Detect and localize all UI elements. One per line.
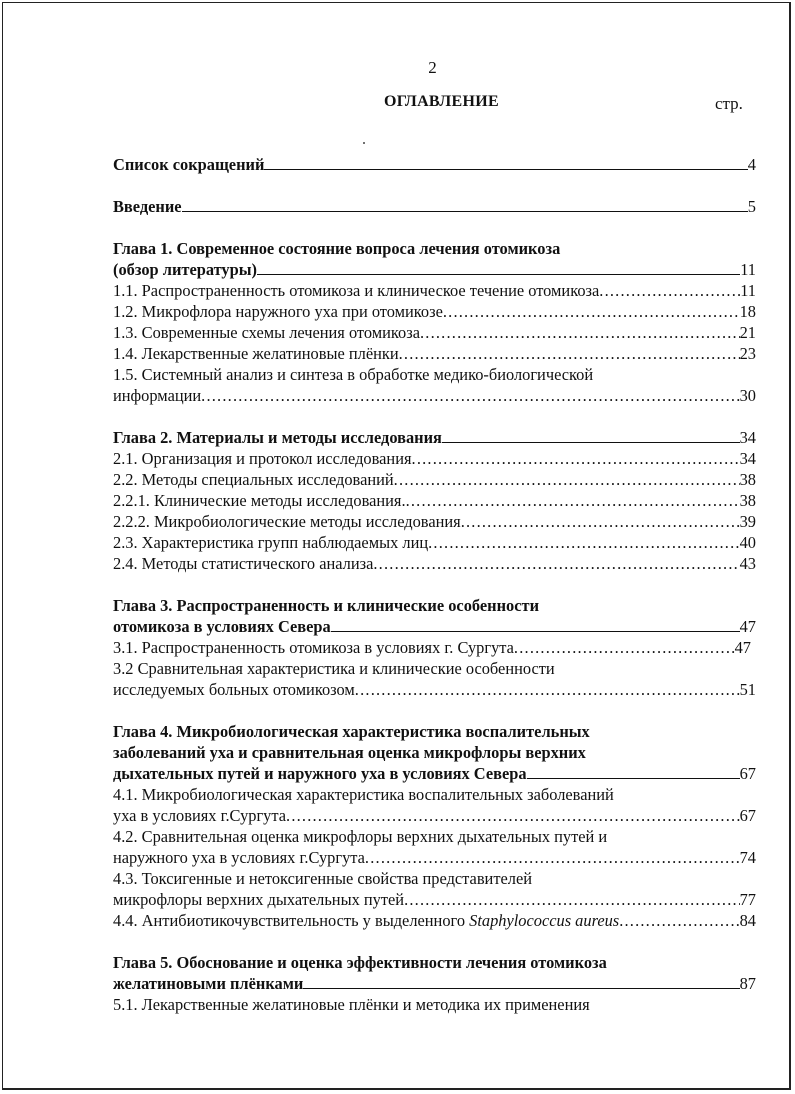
toc-entry-continued[interactable]: 3.2 Сравнительная характеристика и клинические особенности [113,659,555,678]
page-column-label: стр. [715,94,743,113]
toc-page-number: 34 [739,449,756,468]
leader-line [331,617,740,632]
leader-dots [286,805,740,826]
leader-dots [412,448,740,469]
toc-page-number: 11 [740,260,756,279]
page-title: ОГЛАВЛЕНИЕ [384,93,499,110]
leader-dots [355,679,740,700]
toc-entry-title: Введение [113,197,182,216]
toc-entry-title: 2.4. Методы статистического анализа [113,554,374,573]
leader-dots [373,553,739,574]
leader-dots [420,322,740,343]
toc-page-number: 38 [739,470,756,489]
toc-page-number: 87 [739,974,756,993]
leader-dots [399,343,740,364]
toc-page-number: 43 [739,554,756,573]
leader-dots [461,511,740,532]
toc-chapter-4-heading[interactable]: Глава 4. Микробиологическая характеристика воспалительных [113,722,590,741]
toc-entry-text: 4.4. Антибиотикочувствительность у выделенного [113,911,470,930]
leader-line [264,155,747,170]
leader-line [257,260,740,275]
toc-entry-title: 3.1. Распространенность отомикоза в условиях г. Сургута [113,638,514,657]
toc-chapter-5-heading[interactable]: Глава 5. Обоснование и оценка эффективности лечения отомикоза [113,953,607,972]
toc-entry-title: 1.4. Лекарственные желатиновые плёнки [113,344,399,363]
toc-entry-title [113,910,619,931]
toc-entry[interactable] [113,448,756,469]
leader-dots [201,385,739,406]
leader-line [182,197,748,212]
leader-dots [443,301,740,322]
toc-entry-title: 2.2.2. Микробиологические методы исследования [113,512,461,531]
leader-dots [404,889,740,910]
toc-entry-title: 2.3. Характеристика групп наблюдаемых лиц [113,533,429,552]
toc-page-number: 23 [739,344,756,363]
toc-entry-title: отомикоза в условиях Севера [113,617,331,636]
toc-page-number: 47 [734,638,751,657]
leader-line [527,764,740,779]
toc-entry-continued[interactable]: 4.3. Токсигенные и нетоксигенные свойства представителей [113,869,532,888]
toc-page-number: 51 [739,680,756,699]
toc-entry-title: 1.1. Распространенность отомикоза и клиническое течение отомикоза [113,281,600,300]
toc-page-number: 34 [739,428,756,447]
leader-line [303,974,739,989]
toc-entry[interactable] [113,280,756,301]
toc-entry[interactable] [113,469,756,490]
toc-chapter-5[interactable] [113,973,756,994]
toc-entry[interactable] [113,385,756,406]
toc-page-number: 11 [740,281,756,300]
toc-page-number: 67 [739,764,756,783]
toc-entry[interactable] [113,889,756,910]
scan-speck [363,142,365,144]
leader-dots [394,469,740,490]
toc-chapter-3[interactable] [113,616,756,637]
species-name: Staphylococcus aureus [469,911,620,930]
toc-entry-title: микрофлоры верхних дыхательных путей [113,890,405,909]
toc-page-number: 67 [739,806,756,825]
toc-entry-title: 1.3. Современные схемы лечения отомикоза [113,323,420,342]
toc-entry[interactable] [113,637,751,658]
toc-entry-continued[interactable]: 1.5. Системный анализ и синтеза в обработке медико-биологической [113,365,594,384]
toc-chapter-1-heading[interactable]: Глава 1. Современное состояние вопроса лечения отомикоза [113,239,561,258]
toc-chapter-1[interactable] [113,259,756,280]
toc-page-number: 18 [739,302,756,321]
toc-entry-continued[interactable]: 5.1. Лекарственные желатиновые плёнки и методика их применения [113,995,590,1014]
toc-entry-introduction[interactable] [113,196,756,217]
toc-entry[interactable] [113,490,756,511]
toc-chapter-3-heading[interactable]: Глава 3. Распространенность и клинические особенности [113,596,540,615]
leader-dots [406,490,740,511]
toc-entry[interactable] [113,679,756,700]
leader-dots [428,532,739,553]
leader-line [442,428,740,443]
toc-entry-title: уха в условиях г.Сургута [113,806,287,825]
toc-entry-continued[interactable]: 4.2. Сравнительная оценка микрофлоры верхних дыхательных путей и [113,827,608,846]
toc-entry-abbreviations[interactable] [113,154,756,175]
toc-entry-title: Список сокращений [113,155,265,174]
toc-page-number: 77 [739,890,756,909]
toc-entry[interactable] [113,805,756,826]
toc-page-number: 4 [747,155,756,174]
toc-page-number: 5 [747,197,756,216]
toc-entry[interactable] [113,910,756,931]
toc-entry-title: 2.1. Организация и протокол исследования [113,449,412,468]
toc-entry[interactable] [113,532,756,553]
toc-entry[interactable] [113,343,756,364]
toc-page-number: 47 [739,617,756,636]
toc-chapter-2[interactable] [113,427,756,448]
toc-page-number: 84 [739,911,756,930]
toc-entry-continued[interactable]: 4.1. Микробиологическая характеристика воспалительных заболеваний [113,785,614,804]
toc-entry-title: Глава 2. Материалы и методы исследования [113,428,442,447]
toc-chapter-4-heading[interactable]: заболеваний уха и сравнительная оценка микрофлоры верхних [113,743,586,762]
leader-dots [599,280,740,301]
leader-dots [514,637,735,658]
leader-dots [365,847,740,868]
toc-page-number: 39 [739,512,756,531]
page-number: 2 [428,58,437,77]
toc-entry[interactable] [113,511,756,532]
toc-entry-title: 2.2.1. Клинические методы исследования. [113,491,406,510]
toc-page-number: 21 [739,323,756,342]
toc-entry-title: дыхательных путей и наружного уха в условиях Севера [113,764,527,783]
toc-entry-title: 1.2. Микрофлора наружного уха при отомикозе [113,302,443,321]
toc-entry[interactable] [113,553,756,574]
table-of-contents [113,154,756,1015]
toc-chapter-4[interactable] [113,763,756,784]
toc-entry-title: наружного уха в условиях г.Сургута [113,848,365,867]
toc-entry[interactable] [113,301,756,322]
toc-page-number: 74 [739,848,756,867]
toc-entry-title: 2.2. Методы специальных исследований [113,470,394,489]
toc-entry[interactable] [113,847,756,868]
toc-entry[interactable] [113,322,756,343]
toc-entry-title: исследуемых больных отомикозом [113,680,355,699]
toc-page-number: 38 [739,491,756,510]
leader-dots [619,910,739,931]
toc-entry-title: информации [113,386,202,405]
toc-entry-title: желатиновыми плёнками [113,974,304,993]
toc-entry-title: (обзор литературы) [113,260,258,279]
toc-page-number: 40 [739,533,756,552]
toc-page-number: 30 [739,386,756,405]
